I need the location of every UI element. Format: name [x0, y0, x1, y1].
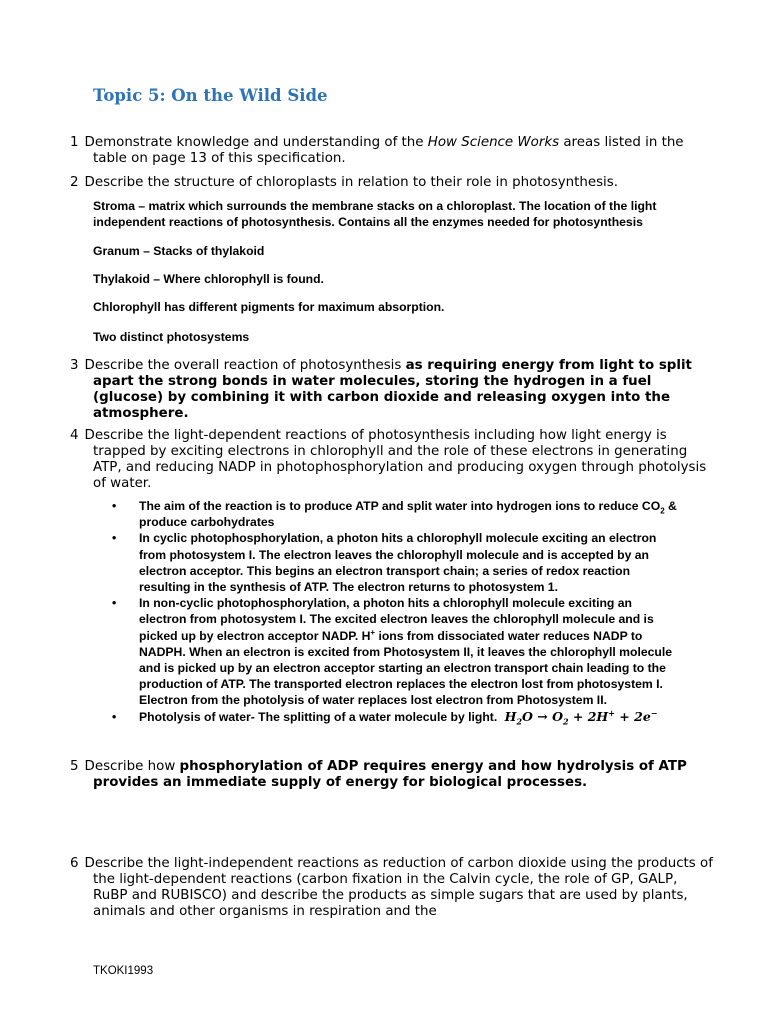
objective-1 — [70, 135, 713, 167]
page-title: Topic 5: On the Wild Side — [93, 86, 328, 105]
bullet-icon: • — [112, 596, 117, 611]
objective-text: Describe the light-dependent reactions of photosynthesis including how light energy is trapped by exciting electrons in chlorophyll and the role of these electrons in generating ATP, and reducing NADP in photophosphorylation and producing oxygen through photolysis of water. — [84, 428, 707, 491]
subscript: 2 — [562, 716, 569, 727]
superscript: − — [650, 707, 658, 718]
subscript: 2 — [516, 716, 523, 727]
objective-2 — [70, 175, 713, 191]
note-thylakoid: Thylakoid – Where chlorophyll is found. — [93, 272, 324, 286]
objective-number: 5 — [70, 759, 79, 774]
note-photosystems: Two distinct photosystems — [93, 330, 250, 344]
photolysis-equation — [504, 707, 658, 727]
objective-text-bold: phosphorylation of ADP requires energy and how hydrolysis of ATP provides an immediate supply of energy for biological processes. — [93, 759, 687, 790]
list-item — [112, 709, 677, 725]
note-granum: Granum – Stacks of thylakoid — [93, 244, 265, 258]
objective-text: Describe the light-independent reactions as reduction of carbon dioxide using the products of the light-dependent reactions (carbon fixation in the Calvin cycle, the role of GP, GALP, RuBP and RUBISCO) and describe the products as simple sugars that are used by plants, animals and other organisms in respiration and the — [84, 856, 713, 919]
objective-6 — [70, 856, 713, 920]
eq-part: O — [522, 708, 533, 724]
bullet-icon: • — [112, 709, 117, 724]
bullet-text: In non-cyclic photophosphorylation, a photon hits a chlorophyll molecule exciting an electron from photosystem I. The excited electron leaves the chlorophyll molecule and is picked up by electron acceptor NADP. H — [139, 596, 654, 643]
list-item — [112, 498, 677, 530]
objective-text: Describe the structure of chloroplasts in relation to their role in photosynthesis. — [84, 175, 619, 190]
bullet-text: Photolysis of water- The splitting of a water molecule by light. — [139, 709, 498, 724]
eq-part: H — [504, 708, 517, 724]
bullet-list — [112, 498, 677, 725]
note-stroma: Stroma – matrix which surrounds the membrane stacks on a chloroplast. The location of the light independent reactions of photosynthesis. Contains all the enzymes needed for photosynthesis — [93, 199, 657, 229]
bullet-text: In cyclic photophosphorylation, a photon hits a chlorophyll molecule exciting an electron from photosystem I. The electron leaves the chlorophyll molecule and is accepted by an electron acceptor. This begins an electron transport chain; a series of redox reaction resulting in the synthesis of ATP. The electron returns to photosystem 1. — [139, 531, 657, 595]
objective-number: 1 — [70, 135, 79, 150]
objective-text: Describe how — [84, 759, 180, 774]
objective-3 — [70, 358, 713, 422]
superscript: + — [608, 707, 615, 718]
footer-text: TKOKI1993 — [93, 965, 154, 977]
objective-text: Describe the overall reaction of photosynthesis — [84, 358, 406, 373]
objective-text: areas listed in the table on page 13 of this specification. — [93, 135, 684, 166]
objective-number: 6 — [70, 856, 79, 871]
objective-4 — [70, 428, 713, 492]
bullet-text: ions from dissociated water reduces NADP to NADPH. When an electron is excited from Photosystem II, it leaves the chlorophyll molecule and is picked up by an electron acceptor starting an electron transport chain leading to the production of ATP. The transported electron replaces the electron lost from photosystem I. Electron from the photolysis of water replaces lost electron from Photosystem II. — [139, 628, 672, 708]
superscript: + — [370, 627, 376, 637]
list-item — [112, 530, 677, 595]
bullet-icon: • — [112, 499, 117, 513]
eq-part: → O — [532, 708, 563, 724]
objective-number: 4 — [70, 428, 79, 443]
list-item — [112, 595, 677, 708]
bullet-text: The aim of the reaction is to produce ATP and split water into hydrogen ions to reduce CO — [139, 499, 661, 513]
objective-text-italic: How Science Works — [427, 135, 560, 150]
objective-text-bold: as requiring energy from light to split apart the strong bonds in water molecules, storing the hydrogen in a fuel (glucose) by combining it with carbon dioxide and releasing oxygen into the atmosphere. — [93, 358, 692, 421]
objective-text: Demonstrate knowledge and understanding of the — [84, 135, 428, 150]
objective-5 — [70, 759, 713, 791]
eq-part: + 2H — [568, 708, 609, 724]
subscript: 2 — [660, 506, 665, 516]
note-chlorophyll: Chlorophyll has different pigments for maximum absorption. — [93, 300, 445, 314]
eq-part: + 2e — [614, 708, 651, 724]
bullet-icon: • — [112, 531, 117, 546]
bullet-text: & produce carbohydrates — [139, 499, 677, 530]
objective-number: 2 — [70, 175, 79, 190]
objective-number: 3 — [70, 358, 79, 373]
